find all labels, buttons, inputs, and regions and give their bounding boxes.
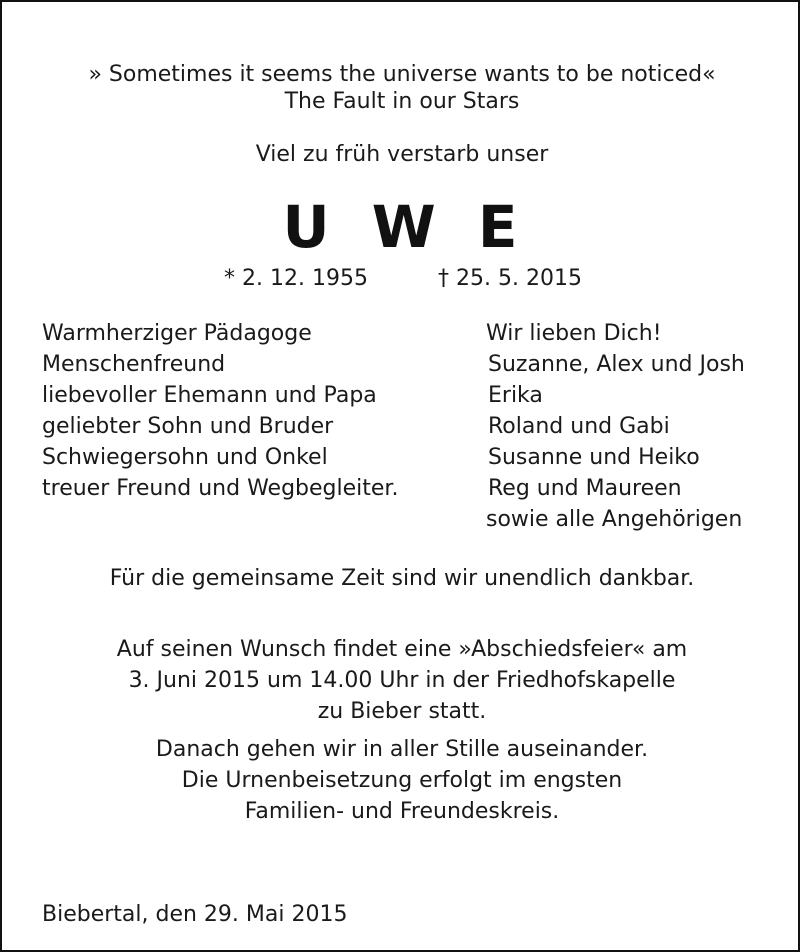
intro-line: Viel zu früh verstarb unser	[255, 142, 549, 167]
place-date-signoff: Biebertal, den 29. Mai 2015	[42, 902, 348, 927]
ceremony-line: Auf seinen Wunsch findet eine »Abschiedsfeier« am	[116, 637, 688, 662]
quality-line: Menschenfreund	[42, 352, 226, 377]
epigraph-source: The Fault in our Stars	[284, 89, 520, 114]
mourner-line: Susanne und Heiko	[488, 445, 700, 470]
gratitude-line: Für die gemeinsame Zeit sind wir unendlich dankbar.	[109, 566, 695, 591]
death-date: † 25. 5. 2015	[438, 266, 582, 291]
mourner-line: Roland und Gabi	[488, 414, 670, 439]
mourners-list	[486, 319, 786, 536]
quality-line: treuer Freund und Wegbegleiter.	[42, 476, 399, 501]
deceased-name: U W E	[282, 193, 522, 261]
life-dates	[2, 264, 800, 294]
farewell-line: Die Urnenbeisetzung erfolgt im engsten	[181, 768, 623, 793]
mourner-line: Erika	[488, 383, 543, 408]
quality-line: liebevoller Ehemann und Papa	[42, 383, 377, 408]
epigraph-quote: » Sometimes it seems the universe wants to be noticed«	[88, 62, 716, 87]
qualities-list	[42, 319, 462, 505]
mourner-line: Suzanne, Alex und Josh	[488, 352, 745, 377]
farewell-line: Danach gehen wir in aller Stille auseinander.	[155, 737, 649, 762]
quality-line: Warmherziger Pädagoge	[42, 321, 312, 346]
mourners-heading: Wir lieben Dich!	[486, 321, 662, 346]
mourner-line: sowie alle Angehörigen	[486, 507, 743, 532]
ceremony-line: 3. Juni 2015 um 14.00 Uhr in der Friedhofskapelle	[128, 668, 676, 693]
quality-line: Schwiegersohn und Onkel	[42, 445, 328, 470]
farewell-line: Familien- und Freundeskreis.	[244, 799, 560, 824]
mourner-line: Reg und Maureen	[488, 476, 682, 501]
birth-date: * 2. 12. 1955	[224, 266, 368, 291]
quality-line: geliebter Sohn und Bruder	[42, 414, 334, 439]
ceremony-line: zu Bieber statt.	[317, 699, 487, 724]
